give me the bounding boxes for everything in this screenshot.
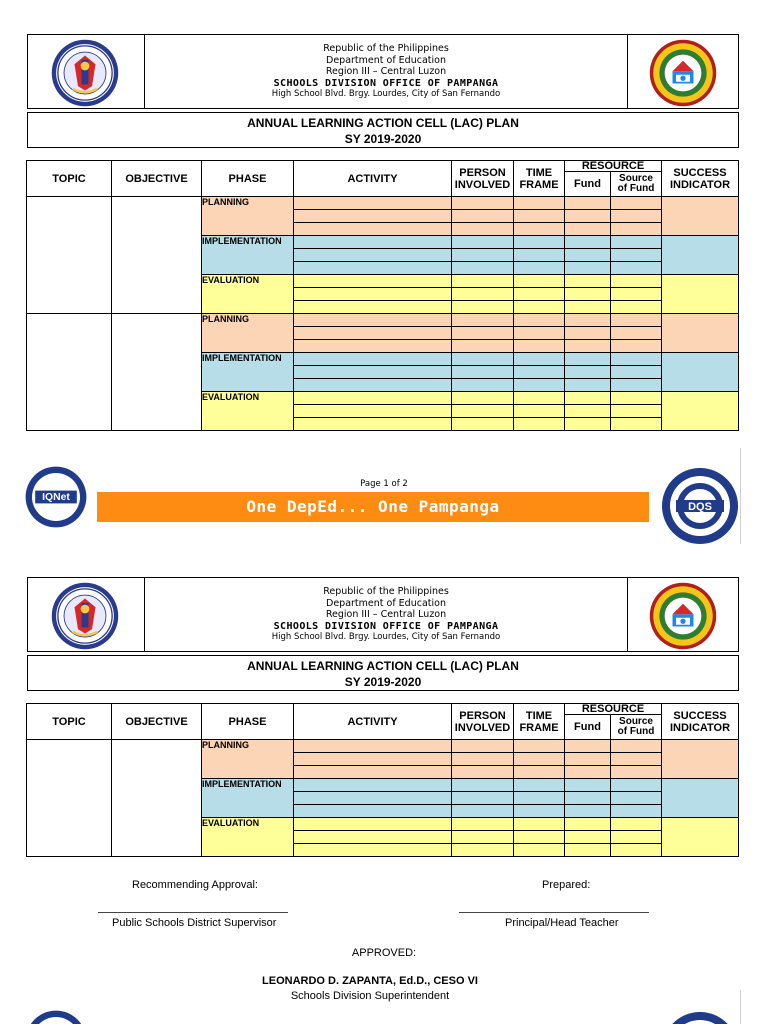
fund-cell[interactable] xyxy=(565,353,611,366)
slogan-bar: One DepEd... One Pampanga xyxy=(97,492,649,522)
time-cell[interactable] xyxy=(514,831,565,844)
phase-planning: PLANNING xyxy=(202,740,294,779)
col-person-1: PERSON xyxy=(459,709,506,722)
col-time-1: TIME xyxy=(525,709,553,722)
source-cell[interactable] xyxy=(611,223,662,236)
col-success-indicator xyxy=(662,161,739,197)
activity-cell[interactable] xyxy=(294,301,452,314)
source-cell[interactable] xyxy=(611,236,662,249)
phase-evaluation: EVALUATION xyxy=(202,392,294,431)
col-person-involved xyxy=(452,161,514,197)
activity-cell[interactable] xyxy=(294,792,452,805)
time-cell[interactable] xyxy=(514,275,565,288)
person-cell[interactable] xyxy=(452,792,514,805)
fund-cell[interactable] xyxy=(565,210,611,223)
time-cell[interactable] xyxy=(514,392,565,405)
dqs-brand: DQS xyxy=(688,501,712,513)
fund-cell[interactable] xyxy=(565,805,611,818)
activity-cell[interactable] xyxy=(294,314,452,327)
superintendent-title: Schools Division Superintendent xyxy=(290,990,450,1002)
time-cell[interactable] xyxy=(514,288,565,301)
activity-cell[interactable] xyxy=(294,288,452,301)
fund-cell[interactable] xyxy=(565,379,611,392)
col-activity: ACTIVITY xyxy=(294,161,452,197)
deped-seal-cell xyxy=(28,35,145,108)
page2-title xyxy=(27,655,739,691)
person-cell[interactable] xyxy=(452,223,514,236)
success-cell[interactable] xyxy=(662,197,739,236)
person-cell[interactable] xyxy=(452,392,514,405)
recommending-approval-label: Recommending Approval: xyxy=(132,879,258,891)
phase-implementation: IMPLEMENTATION xyxy=(202,353,294,392)
person-cell[interactable] xyxy=(452,236,514,249)
phase-evaluation: EVALUATION xyxy=(202,818,294,857)
col-source-2: of Fund xyxy=(617,726,655,737)
col-time-1: TIME xyxy=(525,166,553,179)
source-cell[interactable] xyxy=(611,366,662,379)
source-cell[interactable] xyxy=(611,392,662,405)
time-cell[interactable] xyxy=(514,353,565,366)
time-cell[interactable] xyxy=(514,740,565,753)
time-cell[interactable] xyxy=(514,210,565,223)
fund-cell[interactable] xyxy=(565,275,611,288)
source-cell[interactable] xyxy=(611,818,662,831)
header-line3: Region III – Central Luzon xyxy=(325,609,447,620)
source-cell[interactable] xyxy=(611,792,662,805)
person-cell[interactable] xyxy=(452,418,514,431)
title-line1: ANNUAL LEARNING ACTION CELL (LAC) PLAN xyxy=(247,116,519,130)
person-cell[interactable] xyxy=(452,353,514,366)
col-resource: RESOURCE xyxy=(565,704,662,715)
header-text xyxy=(145,35,627,108)
table-header-row xyxy=(27,161,739,172)
fund-cell[interactable] xyxy=(565,236,611,249)
activity-cell[interactable] xyxy=(294,405,452,418)
col-source-2: of Fund xyxy=(617,183,655,194)
time-cell[interactable] xyxy=(514,366,565,379)
person-cell[interactable] xyxy=(452,210,514,223)
person-cell[interactable] xyxy=(452,262,514,275)
fund-cell[interactable] xyxy=(565,831,611,844)
source-cell[interactable] xyxy=(611,740,662,753)
activity-cell[interactable] xyxy=(294,275,452,288)
activity-cell[interactable] xyxy=(294,210,452,223)
source-cell[interactable] xyxy=(611,301,662,314)
person-cell[interactable] xyxy=(452,275,514,288)
source-cell[interactable] xyxy=(611,753,662,766)
time-cell[interactable] xyxy=(514,818,565,831)
activity-cell[interactable] xyxy=(294,340,452,353)
page-edge-line xyxy=(740,448,741,544)
col-success-2: INDICATOR xyxy=(669,178,731,191)
source-cell[interactable] xyxy=(611,288,662,301)
title-line1: ANNUAL LEARNING ACTION CELL (LAC) PLAN xyxy=(247,659,519,673)
source-cell[interactable] xyxy=(611,353,662,366)
table-header-row xyxy=(27,704,739,715)
header-line4: SCHOOLS DIVISION OFFICE OF PAMPANGA xyxy=(273,77,499,89)
person-cell[interactable] xyxy=(452,753,514,766)
activity-cell[interactable] xyxy=(294,779,452,792)
page1-lac-table xyxy=(26,160,739,431)
activity-cell[interactable] xyxy=(294,249,452,262)
success-cell[interactable] xyxy=(662,818,739,857)
time-cell[interactable] xyxy=(514,779,565,792)
activity-cell[interactable] xyxy=(294,366,452,379)
person-cell[interactable] xyxy=(452,197,514,210)
approved-label: APPROVED: xyxy=(351,947,417,959)
topic-cell[interactable] xyxy=(27,740,112,857)
page-number: Page 1 of 2 xyxy=(360,479,408,489)
prepared-label: Prepared: xyxy=(542,879,591,891)
phase-evaluation: EVALUATION xyxy=(202,275,294,314)
source-cell[interactable] xyxy=(611,197,662,210)
header-line5: High School Blvd. Brgy. Lourdes, City of San Fernando xyxy=(271,632,501,642)
superintendent-name: LEONARDO D. ZAPANTA, Ed.D., CESO VI xyxy=(262,975,478,987)
iqnet-cert-logo xyxy=(24,1009,88,1024)
col-resource: RESOURCE xyxy=(565,161,662,172)
topic-cell[interactable] xyxy=(27,197,112,314)
person-cell[interactable] xyxy=(452,340,514,353)
time-cell[interactable] xyxy=(514,379,565,392)
phase-planning: PLANNING xyxy=(202,197,294,236)
time-cell[interactable] xyxy=(514,792,565,805)
source-cell[interactable] xyxy=(611,379,662,392)
person-cell[interactable] xyxy=(452,379,514,392)
activity-cell[interactable] xyxy=(294,197,452,210)
activity-cell[interactable] xyxy=(294,740,452,753)
time-cell[interactable] xyxy=(514,327,565,340)
success-cell[interactable] xyxy=(662,779,739,818)
deped-seal-icon xyxy=(50,581,120,651)
objective-cell[interactable] xyxy=(112,740,202,857)
col-time-frame xyxy=(514,161,565,197)
page2-lac-table xyxy=(26,703,739,857)
fund-cell[interactable] xyxy=(565,392,611,405)
fund-cell[interactable] xyxy=(565,301,611,314)
source-cell[interactable] xyxy=(611,766,662,779)
fund-cell[interactable] xyxy=(565,288,611,301)
deped-seal-icon xyxy=(50,38,120,108)
division-seal-cell xyxy=(627,578,738,651)
col-objective: OBJECTIVE xyxy=(112,161,202,197)
fund-cell[interactable] xyxy=(565,366,611,379)
col-fund: Fund xyxy=(565,172,611,197)
success-cell[interactable] xyxy=(662,275,739,314)
col-time-2: FRAME xyxy=(519,721,559,734)
fund-cell[interactable] xyxy=(565,327,611,340)
col-person-1: PERSON xyxy=(459,166,506,179)
source-cell[interactable] xyxy=(611,831,662,844)
header-line3: Region III – Central Luzon xyxy=(325,66,447,77)
supervisor-title: Public Schools District Supervisor xyxy=(112,917,277,929)
col-topic: TOPIC xyxy=(27,704,112,740)
activity-cell[interactable] xyxy=(294,379,452,392)
activity-cell[interactable] xyxy=(294,223,452,236)
person-cell[interactable] xyxy=(452,740,514,753)
activity-cell[interactable] xyxy=(294,236,452,249)
time-cell[interactable] xyxy=(514,262,565,275)
division-seal-icon xyxy=(648,38,718,108)
header-line4: SCHOOLS DIVISION OFFICE OF PAMPANGA xyxy=(273,620,499,632)
activity-cell[interactable] xyxy=(294,392,452,405)
fund-cell[interactable] xyxy=(565,418,611,431)
success-cell[interactable] xyxy=(662,392,739,431)
topic-cell[interactable] xyxy=(27,314,112,431)
success-cell[interactable] xyxy=(662,236,739,275)
header-text xyxy=(145,578,627,651)
activity-cell[interactable] xyxy=(294,831,452,844)
principal-title: Principal/Head Teacher xyxy=(505,917,619,929)
principal-signature-line[interactable] xyxy=(459,912,649,913)
fund-cell[interactable] xyxy=(565,223,611,236)
fund-cell[interactable] xyxy=(565,314,611,327)
fund-cell[interactable] xyxy=(565,262,611,275)
col-person-2: INVOLVED xyxy=(454,178,511,191)
col-activity: ACTIVITY xyxy=(294,704,452,740)
col-source-of-fund xyxy=(611,715,662,740)
page2-header xyxy=(27,577,739,652)
header-line5: High School Blvd. Brgy. Lourdes, City of San Fernando xyxy=(271,89,501,99)
source-cell[interactable] xyxy=(611,249,662,262)
success-cell[interactable] xyxy=(662,740,739,779)
col-time-frame xyxy=(514,704,565,740)
fund-cell[interactable] xyxy=(565,766,611,779)
time-cell[interactable] xyxy=(514,805,565,818)
header-line2: Department of Education xyxy=(326,54,446,66)
col-time-2: FRAME xyxy=(519,178,559,191)
person-cell[interactable] xyxy=(452,314,514,327)
person-cell[interactable] xyxy=(452,844,514,857)
activity-cell[interactable] xyxy=(294,327,452,340)
activity-cell[interactable] xyxy=(294,753,452,766)
person-cell[interactable] xyxy=(452,249,514,262)
fund-cell[interactable] xyxy=(565,340,611,353)
activity-cell[interactable] xyxy=(294,805,452,818)
time-cell[interactable] xyxy=(514,249,565,262)
col-source-1: Source xyxy=(619,173,653,184)
source-cell[interactable] xyxy=(611,418,662,431)
source-cell[interactable] xyxy=(611,779,662,792)
objective-cell[interactable] xyxy=(112,314,202,431)
title-line2: SY 2019-2020 xyxy=(344,675,422,689)
activity-cell[interactable] xyxy=(294,818,452,831)
header-line1: Republic of the Philippines xyxy=(323,586,449,597)
page-edge-line xyxy=(740,990,741,1024)
activity-cell[interactable] xyxy=(294,262,452,275)
col-person-2: INVOLVED xyxy=(454,721,511,734)
fund-cell[interactable] xyxy=(565,753,611,766)
time-cell[interactable] xyxy=(514,405,565,418)
time-cell[interactable] xyxy=(514,236,565,249)
time-cell[interactable] xyxy=(514,314,565,327)
source-cell[interactable] xyxy=(611,275,662,288)
col-topic: TOPIC xyxy=(27,161,112,197)
person-cell[interactable] xyxy=(452,818,514,831)
phase-implementation: IMPLEMENTATION xyxy=(202,236,294,275)
person-cell[interactable] xyxy=(452,366,514,379)
time-cell[interactable] xyxy=(514,340,565,353)
deped-seal-cell xyxy=(28,578,145,651)
success-cell[interactable] xyxy=(662,314,739,353)
iqnet-brand: IQNet xyxy=(42,492,70,504)
fund-cell[interactable] xyxy=(565,792,611,805)
fund-cell[interactable] xyxy=(565,405,611,418)
col-success-1: SUCCESS xyxy=(673,709,727,722)
person-cell[interactable] xyxy=(452,301,514,314)
col-phase: PHASE xyxy=(202,161,294,197)
phase-planning: PLANNING xyxy=(202,314,294,353)
activity-cell[interactable] xyxy=(294,844,452,857)
source-cell[interactable] xyxy=(611,405,662,418)
time-cell[interactable] xyxy=(514,844,565,857)
time-cell[interactable] xyxy=(514,418,565,431)
table-row xyxy=(27,197,739,210)
col-success-2: INDICATOR xyxy=(669,721,731,734)
time-cell[interactable] xyxy=(514,766,565,779)
supervisor-signature-line[interactable] xyxy=(98,912,288,913)
source-cell[interactable] xyxy=(611,340,662,353)
dqs-cert-logo xyxy=(660,1010,740,1024)
fund-cell[interactable] xyxy=(565,818,611,831)
source-cell[interactable] xyxy=(611,327,662,340)
activity-cell[interactable] xyxy=(294,766,452,779)
source-cell[interactable] xyxy=(611,210,662,223)
source-cell[interactable] xyxy=(611,314,662,327)
person-cell[interactable] xyxy=(452,779,514,792)
person-cell[interactable] xyxy=(452,288,514,301)
source-cell[interactable] xyxy=(611,844,662,857)
title-line2: SY 2019-2020 xyxy=(344,132,422,146)
division-seal-icon xyxy=(648,581,718,651)
time-cell[interactable] xyxy=(514,197,565,210)
table-row xyxy=(27,314,739,327)
source-cell[interactable] xyxy=(611,262,662,275)
fund-cell[interactable] xyxy=(565,249,611,262)
person-cell[interactable] xyxy=(452,805,514,818)
dqs-cert-logo xyxy=(660,466,740,546)
person-cell[interactable] xyxy=(452,831,514,844)
col-objective: OBJECTIVE xyxy=(112,704,202,740)
iqnet-cert-logo xyxy=(24,465,88,529)
time-cell[interactable] xyxy=(514,223,565,236)
fund-cell[interactable] xyxy=(565,740,611,753)
header-line1: Republic of the Philippines xyxy=(323,43,449,54)
time-cell[interactable] xyxy=(514,301,565,314)
division-seal-cell xyxy=(627,35,738,108)
person-cell[interactable] xyxy=(452,405,514,418)
col-fund: Fund xyxy=(565,715,611,740)
col-source-1: Source xyxy=(619,716,653,727)
col-phase: PHASE xyxy=(202,704,294,740)
fund-cell[interactable] xyxy=(565,197,611,210)
col-success-1: SUCCESS xyxy=(673,166,727,179)
activity-cell[interactable] xyxy=(294,353,452,366)
fund-cell[interactable] xyxy=(565,844,611,857)
source-cell[interactable] xyxy=(611,805,662,818)
person-cell[interactable] xyxy=(452,327,514,340)
success-cell[interactable] xyxy=(662,353,739,392)
table-row xyxy=(27,740,739,753)
objective-cell[interactable] xyxy=(112,197,202,314)
phase-implementation: IMPLEMENTATION xyxy=(202,779,294,818)
header-line2: Department of Education xyxy=(326,597,446,609)
activity-cell[interactable] xyxy=(294,418,452,431)
time-cell[interactable] xyxy=(514,753,565,766)
col-source-of-fund xyxy=(611,172,662,197)
col-success-indicator xyxy=(662,704,739,740)
person-cell[interactable] xyxy=(452,766,514,779)
fund-cell[interactable] xyxy=(565,779,611,792)
page1-title xyxy=(27,112,739,148)
col-person-involved xyxy=(452,704,514,740)
page1-header xyxy=(27,34,739,109)
